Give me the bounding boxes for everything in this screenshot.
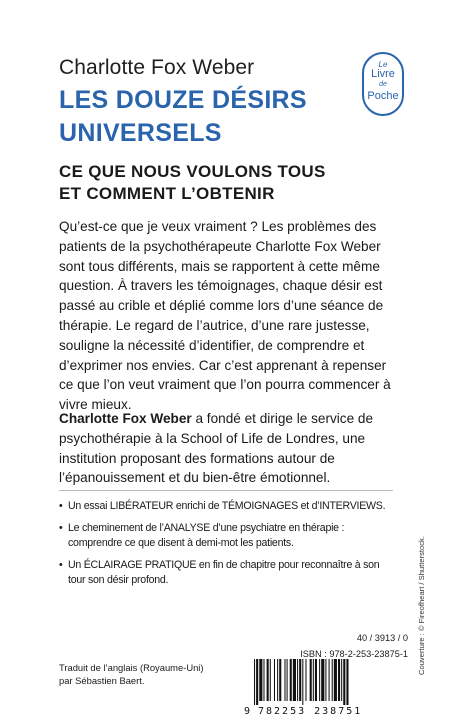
bio-author-name: Charlotte Fox Weber bbox=[59, 411, 192, 426]
barcode bbox=[244, 659, 409, 718]
barcode-bar bbox=[305, 659, 306, 701]
translator-line-1: Traduit de l’anglais (Royaume-Uni) bbox=[59, 662, 204, 673]
bullet-text: Un essai LIBÉRATEUR enrichi de TÉMOIGNAGES et d’INTERVIEWS. bbox=[68, 500, 386, 512]
bullet-text: Un ÉCLAIRAGE PRATIQUE en fin de chapitre pour reconnaître à son tour son désir profond. bbox=[68, 558, 380, 586]
logo-line-2: Livre bbox=[371, 68, 395, 80]
title-line-1: LES DOUZE DÉSIRS bbox=[59, 86, 307, 114]
list-item bbox=[59, 558, 394, 589]
book-subtitle bbox=[59, 161, 359, 205]
barcode-bar bbox=[279, 659, 281, 701]
barcode-bar bbox=[321, 659, 324, 701]
barcode-bar bbox=[299, 659, 301, 701]
barcode-bar bbox=[338, 659, 340, 701]
barcode-bar bbox=[319, 659, 320, 701]
barcode-bar bbox=[254, 659, 255, 705]
barcode-bar bbox=[297, 659, 298, 701]
subtitle-line-2: ET COMMENT L’OBTENIR bbox=[59, 184, 275, 203]
reference-number: 40 / 3913 / 0 bbox=[356, 633, 408, 643]
barcode-bar bbox=[284, 659, 285, 701]
barcode-bar bbox=[274, 659, 275, 701]
barcode-bar bbox=[329, 659, 330, 701]
barcode-bar bbox=[290, 659, 292, 701]
barcode-bar bbox=[263, 659, 264, 701]
bullet-list bbox=[59, 499, 394, 595]
barcode-bar bbox=[310, 659, 312, 701]
barcode-bar bbox=[256, 659, 258, 705]
bio-text: a fondé et dirige le service de psychothérapie à la School of Life de Londres, une institution proposant des formations autour de l’épanouissement et du bien-être émotionnel. bbox=[59, 411, 374, 486]
subtitle-line-1: CE QUE NOUS VOULONS TOUS bbox=[59, 162, 326, 181]
barcode-bar bbox=[267, 659, 269, 701]
barcode-bar bbox=[334, 659, 337, 701]
barcode-bar bbox=[302, 659, 303, 705]
divider bbox=[59, 490, 393, 491]
cover-credit-text: Couverture : © Fireofheart / Shutterstock. bbox=[417, 536, 426, 675]
barcode-bar bbox=[259, 659, 262, 701]
barcode-bars bbox=[254, 659, 406, 705]
barcode-digits: 782253 238751 bbox=[258, 706, 363, 717]
list-item bbox=[59, 521, 394, 552]
title-line-2: UNIVERSELS bbox=[59, 119, 222, 147]
cover-credit bbox=[415, 536, 429, 675]
blurb-text: Qu’est-ce que je veux vraiment ? Les problèmes des patients de la psychothérapeute Charlotte Fox Weber sont tous différents, mais se rapportent à cette même question. À travers les témoignages, chaque désir est passé au crible et déplié comme lors d’une séance de thérapie. Le regard de l’autrice, d’une rare justesse, souligne la nécessité d’identifier, de comprendre et d’exprimer nos envies. Car c’est apprenant à repenser ce que l’on veut vraiment que l’on pourra commencer à vivre mieux. bbox=[59, 219, 391, 413]
barcode-first-digit: 9 bbox=[244, 706, 251, 717]
publisher-logo bbox=[362, 52, 404, 116]
barcode-bar bbox=[293, 659, 296, 701]
logo-line-3: de bbox=[379, 81, 387, 88]
barcode-bar bbox=[325, 659, 326, 701]
barcode-bar bbox=[343, 659, 345, 705]
translator-line-2: par Sébastien Baert. bbox=[59, 675, 145, 686]
book-title bbox=[59, 84, 359, 150]
author-name: Charlotte Fox Weber bbox=[59, 56, 255, 79]
barcode-bar bbox=[346, 659, 348, 705]
bullet-text: Le cheminement de l’ANALYSE d’une psychiatre en thérapie : comprendre ce que disent à demi-mot les patients. bbox=[68, 521, 345, 549]
author-bio bbox=[59, 409, 399, 488]
bullet-icon: • bbox=[59, 558, 63, 571]
bullet-icon: • bbox=[59, 521, 63, 534]
translator-credit bbox=[59, 661, 229, 687]
summary-blurb bbox=[59, 217, 399, 415]
barcode-bar bbox=[270, 659, 271, 701]
list-item bbox=[59, 499, 394, 515]
logo-line-1: Le bbox=[378, 60, 388, 69]
isbn: ISBN : 978-2-253-23875-1 bbox=[300, 649, 408, 659]
barcode-bar bbox=[277, 659, 278, 701]
barcode-bar bbox=[287, 659, 288, 701]
barcode-bar bbox=[332, 659, 333, 701]
barcode-bar bbox=[341, 659, 342, 701]
bullet-icon: • bbox=[59, 500, 63, 512]
logo-line-4: Poche bbox=[367, 90, 399, 102]
barcode-bar bbox=[313, 659, 314, 701]
barcode-bar bbox=[315, 659, 317, 701]
